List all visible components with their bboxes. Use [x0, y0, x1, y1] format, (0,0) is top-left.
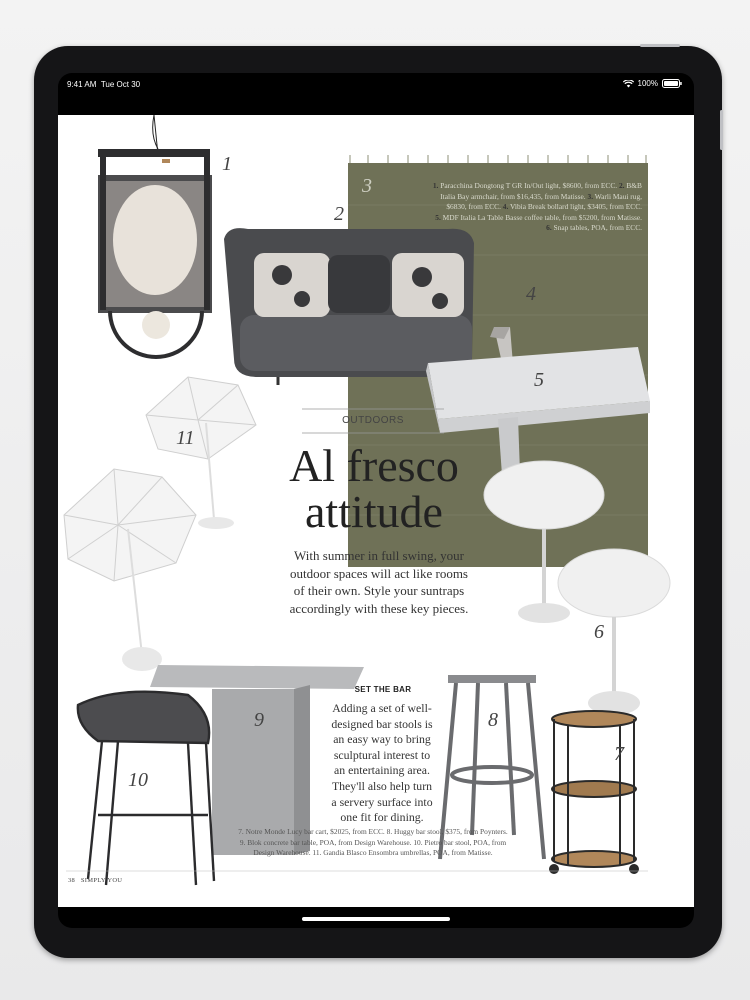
status-time: 9:41 AM Tue Oct 30: [67, 80, 141, 89]
umbrella-large-image: [64, 469, 196, 671]
power-button: [640, 44, 680, 47]
headline: Al fresco attitude: [289, 440, 459, 537]
wifi-icon: [623, 80, 634, 88]
item-number-1: 1: [222, 153, 232, 175]
bar-cart-image: [550, 711, 638, 873]
credits-top: 1. Paracchina Dongtong T GR In/Out light, $8600, from ECC. 2. B&B Italia Bay armchair, from $16,435, from Matisse. 3. Warli Maui rug, $6830, from ECC. 4. Vibia Break bollard light, $3405, from ECC. 5. MDF Italia La Table Basse coffee table, from $5200, from Matisse. 6. Snap tables, POA, from ECC.: [432, 181, 642, 232]
item-number-7: 7: [614, 743, 624, 765]
item-number-9: 9: [254, 709, 264, 731]
battery-icon: [662, 79, 682, 88]
item-number-8: 8: [488, 709, 498, 731]
volume-button: [720, 110, 723, 150]
page-footer: [68, 877, 122, 884]
status-bar: [58, 73, 694, 95]
item-number-5: 5: [534, 369, 544, 391]
item-number-4: 4: [526, 283, 536, 305]
page-number: 38: [68, 877, 76, 884]
screen: [58, 73, 694, 928]
intro-paragraph: With summer in full swing, your outdoor spaces will act like rooms of their own. Style your suntraps accordingly with these key pieces.: [289, 548, 469, 616]
home-indicator[interactable]: [302, 917, 450, 921]
battery-percent: 100%: [637, 79, 658, 88]
credits-bottom: 7. Notre Monde Lucy bar cart, $2025, from ECC. 8. Huggy bar stool, $375, from Poynters. 9. Blok concrete bar table, POA, from Design Warehouse. 10. Pietro bar stool, POA, from Design Warehouse. 11. Gandia Blasco Ensombra umbrellas, POA, from Matisse.: [238, 827, 508, 857]
armchair-image: [224, 228, 474, 385]
item-number-3: 3: [362, 175, 372, 197]
section-label: OUTDOORS: [342, 415, 404, 426]
pendant-light-image: [98, 115, 212, 357]
item-number-11: 11: [176, 427, 195, 449]
item-number-6: 6: [594, 621, 604, 643]
sidebar-text: Adding a set of well- designed bar stools is an easy way to bring sculptural interest to an entertaining area. They'll also help turn a servery surface into one fit for dining.: [331, 701, 433, 825]
magazine-name: SIMPLY YOU: [80, 877, 123, 884]
sidebar-heading: SET THE BAR: [354, 685, 412, 694]
item-number-10: 10: [128, 769, 148, 791]
item-number-2: 2: [334, 203, 344, 225]
magazine-page: [58, 115, 694, 907]
